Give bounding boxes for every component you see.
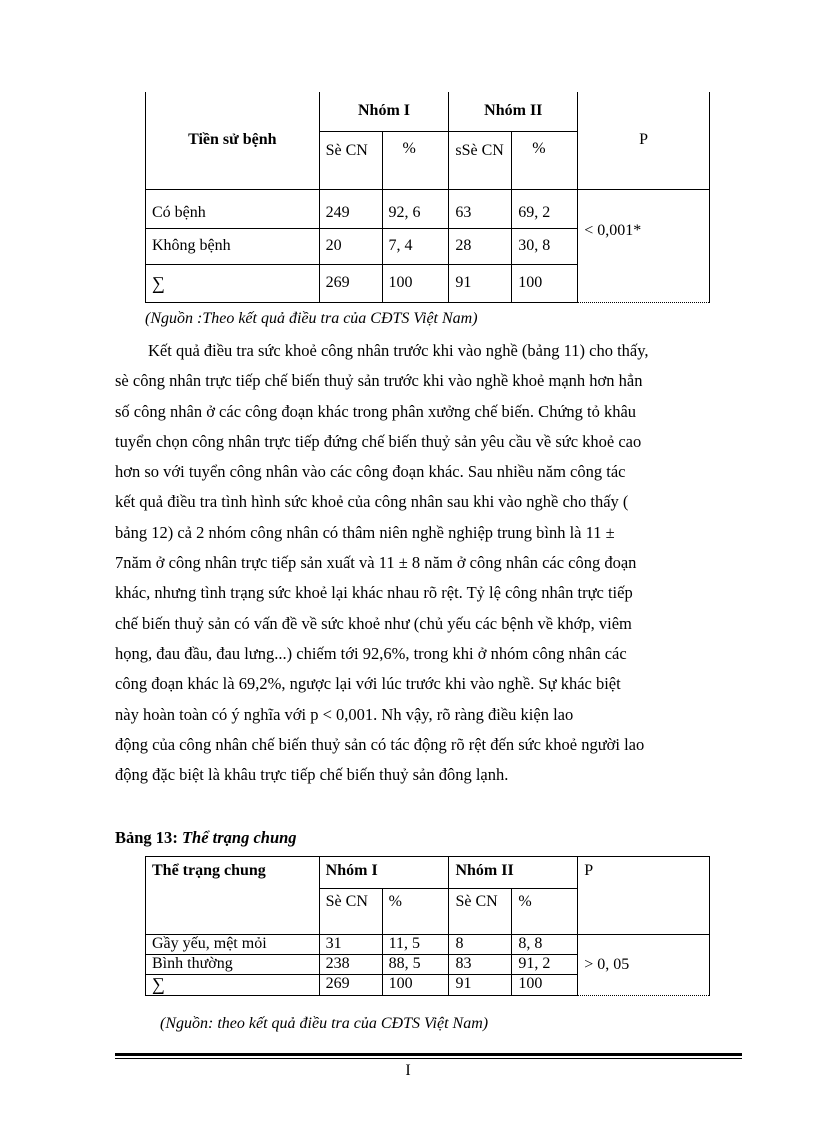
cell: 100 [382,264,449,302]
cell: 7, 4 [382,228,449,264]
paragraph-line: họng, đau đầu, đau lưng...) chiếm tới 92,6%, trong khi ở nhóm công nhân các [115,643,627,663]
table1-col-header: Tiền sử bệnh [146,92,320,189]
cell: 69, 2 [512,189,578,228]
cell: 11, 5 [382,935,449,955]
cell: 249 [319,189,382,228]
cell: 8, 8 [512,935,578,955]
cell: 100 [512,975,578,996]
row-label: Bình thường [146,955,320,975]
cell: 31 [319,935,382,955]
footer-rule-thin [115,1058,742,1059]
paragraph-line: 7năm ở công nhân trực tiếp sản xuất và 11 ± 8 năm ở công nhân các công đoạn [115,553,637,573]
table1-sub-sse-cn: sSè CN [449,131,512,189]
table-row [146,189,710,228]
caption-title: Thể trạng chung [181,828,297,847]
table-row [146,935,710,955]
table1-p-header: P [578,92,710,189]
table2-p-value: > 0, 05 [578,935,710,996]
table2-sub-se-cn: Sè CN [319,889,382,935]
body-paragraph [115,336,740,790]
table2-sub-percent: % [382,889,449,935]
paragraph-line: công đoạn khác là 69,2%, ngược lại với lúc trước khi vào nghề. Sự khác biệt [115,674,621,694]
cell: 269 [319,975,382,996]
row-label: Gầy yếu, mệt mỏi [146,935,320,955]
cell: 88, 5 [382,955,449,975]
cell: 8 [449,935,512,955]
table2-sub-percent-2: % [512,889,578,935]
paragraph-line: Kết quả điều tra sức khoẻ công nhân trước khi vào nghề (bảng 11) cho thấy, [148,341,649,360]
footer-rule-thick [115,1053,742,1056]
row-label: Không bệnh [146,228,320,264]
sum-label: ∑ [146,975,320,996]
cell: 100 [512,264,578,302]
table2-p-header: P [578,857,710,935]
paragraph-line: này hoàn toàn có ý nghĩa với p < 0,001. Nh vậy, rõ ràng điều kiện lao [115,704,574,724]
paragraph-line: chế biến thuỷ sản có vấn đề về sức khoẻ như (chủ yếu các bệnh về khớp, viêm [115,613,632,633]
row-label: Có bệnh [146,189,320,228]
cell: 100 [382,975,449,996]
paragraph-line: tuyển chọn công nhân trực tiếp đứng chế biến thuỷ sản yêu cầu về sức khoẻ cao [115,431,642,451]
cell: 92, 6 [382,189,449,228]
cell: 269 [319,264,382,302]
paragraph-line: hơn so với tuyển công nhân vào các công đoạn khác. Sau nhiều năm công tác [115,462,626,482]
cell: 28 [449,228,512,264]
table1-sub-se-cn: Sè CN [319,131,382,189]
cell: 63 [449,189,512,228]
cell: 83 [449,955,512,975]
paragraph-line: kết quả điều tra tình hình sức khoẻ của công nhân sau khi vào nghề cho thấy ( [115,492,629,512]
table2-group2-header: Nhóm II [449,857,578,889]
paragraph-line: số công nhân ở các công đoạn khác trong phân xưởng chế biến. Chứng tỏ khâu [115,401,637,421]
cell: 238 [319,955,382,975]
table2-sub-se-cn-2: Sè CN [449,889,512,935]
table2-caption: Bảng 13: Thể trạng chung [115,828,297,847]
paragraph-line: động của công nhân chế biến thuỷ sản có tác động rõ rệt đến sức khoẻ người lao [115,734,645,754]
sum-label: ∑ [146,264,320,302]
paragraph-line: bảng 12) cả 2 nhóm công nhân có thâm niên nghề nghiệp trung bình là 11 ± [115,522,615,542]
paragraph-line: khác, nhưng tình trạng sức khoẻ lại khác nhau rõ rệt. Tỷ lệ công nhân trực tiếp [115,583,633,603]
cell: 91, 2 [512,955,578,975]
page-number: I [405,1062,411,1079]
table1-sub-percent: % [382,131,449,189]
cell: 91 [449,264,512,302]
cell: 20 [319,228,382,264]
cell: 91 [449,975,512,996]
table1-sub-percent-2: % [512,131,578,189]
table-the-trang-chung [145,856,710,996]
table1-p-value: < 0,001* [578,189,710,302]
cell: 30, 8 [512,228,578,264]
table1-group2-header: Nhóm II [449,92,578,131]
table2-group1-header: Nhóm I [319,857,449,889]
table-tien-su-benh [145,92,710,303]
caption-label: Bảng 13 [115,828,173,847]
table2-col-header: Thể trạng chung [146,857,320,935]
paragraph-line: sè công nhân trực tiếp chế biến thuỷ sản trước khi vào nghề khoẻ mạnh hơn hẳn [115,371,643,391]
paragraph-line: động đặc biệt là khâu trực tiếp chế biến thuỷ sản đông lạnh. [115,765,509,785]
source-note-2: (Nguồn: theo kết quả điều tra của CĐTS Việt Nam) [160,1015,489,1032]
table1-group1-header: Nhóm I [319,92,449,131]
source-note-1: (Nguồn :Theo kết quả điều tra của CĐTS Việt Nam) [145,310,478,327]
